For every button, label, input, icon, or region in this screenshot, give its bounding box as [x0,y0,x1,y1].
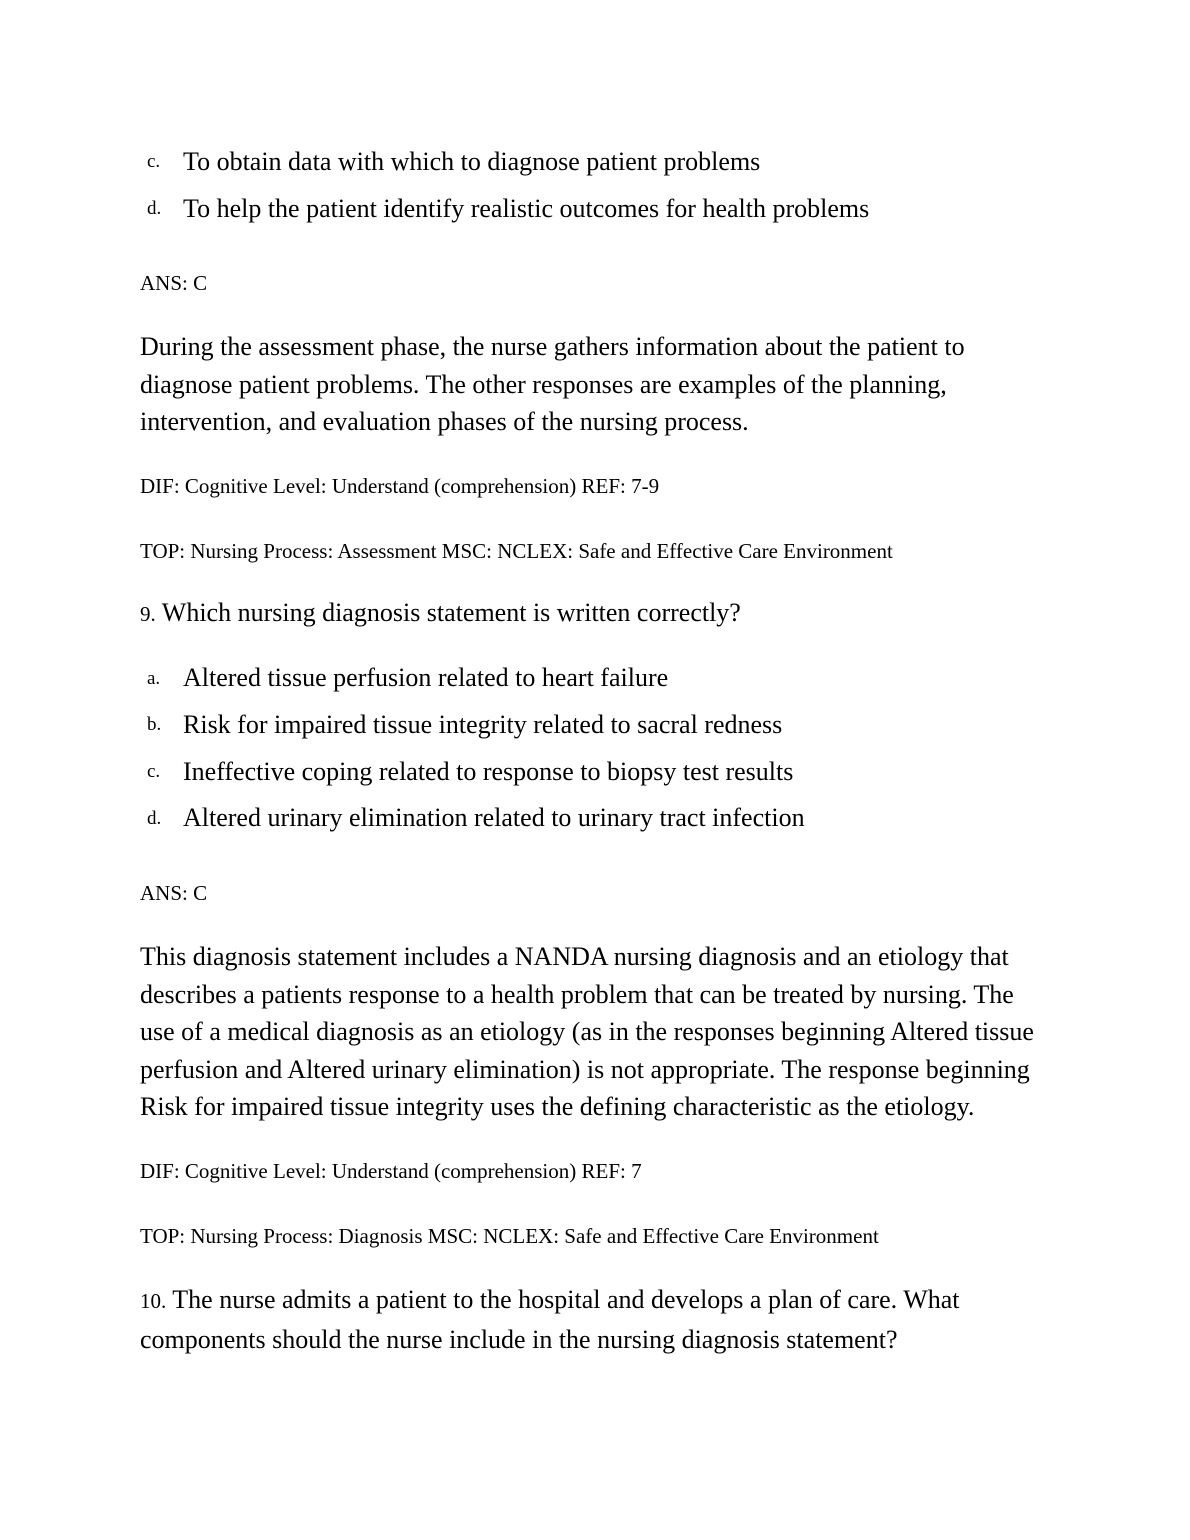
option-text: Risk for impaired tissue integrity related to sacral redness [183,710,783,739]
question-text-line: The nurse admits a patient to the hospital and develops a plan of care. What [166,1285,960,1314]
option-letter: a. [147,668,161,689]
rationale-line: During the assessment phase, the nurse gathers information about the patient to [140,332,965,361]
q8-rationale [140,328,965,441]
option-letter: b. [147,714,162,735]
option-text: Altered urinary elimination related to urinary tract infection [183,803,805,832]
question-number: 10. [140,1289,167,1313]
rationale-line: intervention, and evaluation phases of the nursing process. [140,407,749,436]
rationale-line: use of a medical diagnosis as an etiology (as in the responses beginning Altered tissue [140,1017,1034,1046]
q9-rationale [140,938,1034,1126]
option-letter: d. [147,808,162,829]
q8-top-msc: TOP: Nursing Process: Assessment MSC: NCLEX: Safe and Effective Care Environment [140,539,893,563]
option-text: To help the patient identify realistic outcomes for health problems [183,194,870,223]
rationale-line: Risk for impaired tissue integrity uses the defining characteristic as the etiology. [140,1092,975,1121]
question-text: Which nursing diagnosis statement is written correctly? [155,598,741,627]
q9-answer: ANS: C [140,881,208,905]
q9-top-msc: TOP: Nursing Process: Diagnosis MSC: NCLEX: Safe and Effective Care Environment [140,1224,879,1248]
rationale-line: This diagnosis statement includes a NANDA nursing diagnosis and an etiology that [140,942,1009,971]
q8-dif-ref: DIF: Cognitive Level: Understand (comprehension) REF: 7-9 [140,474,660,498]
q9-dif-ref: DIF: Cognitive Level: Understand (comprehension) REF: 7 [140,1159,642,1183]
option-letter: c. [147,761,161,782]
q8-answer: ANS: C [140,271,208,295]
q9-question [140,598,741,628]
option-text: Altered tissue perfusion related to heart failure [183,663,669,692]
option-text: Ineffective coping related to response to biopsy test results [183,757,794,786]
option-letter: c. [147,151,161,172]
option-text: To obtain data with which to diagnose patient problems [183,147,761,176]
question-text-line: components should the nurse include in the nursing diagnosis statement? [140,1324,898,1354]
question-number: 9. [140,602,156,626]
q10-question [140,1281,960,1358]
rationale-line: describes a patients response to a health problem that can be treated by nursing. The [140,979,1014,1009]
rationale-line: diagnose patient problems. The other responses are examples of the planning, [140,369,947,399]
rationale-line: perfusion and Altered urinary elimination) is not appropriate. The response beginning [140,1054,1030,1084]
option-letter: d. [147,198,162,219]
